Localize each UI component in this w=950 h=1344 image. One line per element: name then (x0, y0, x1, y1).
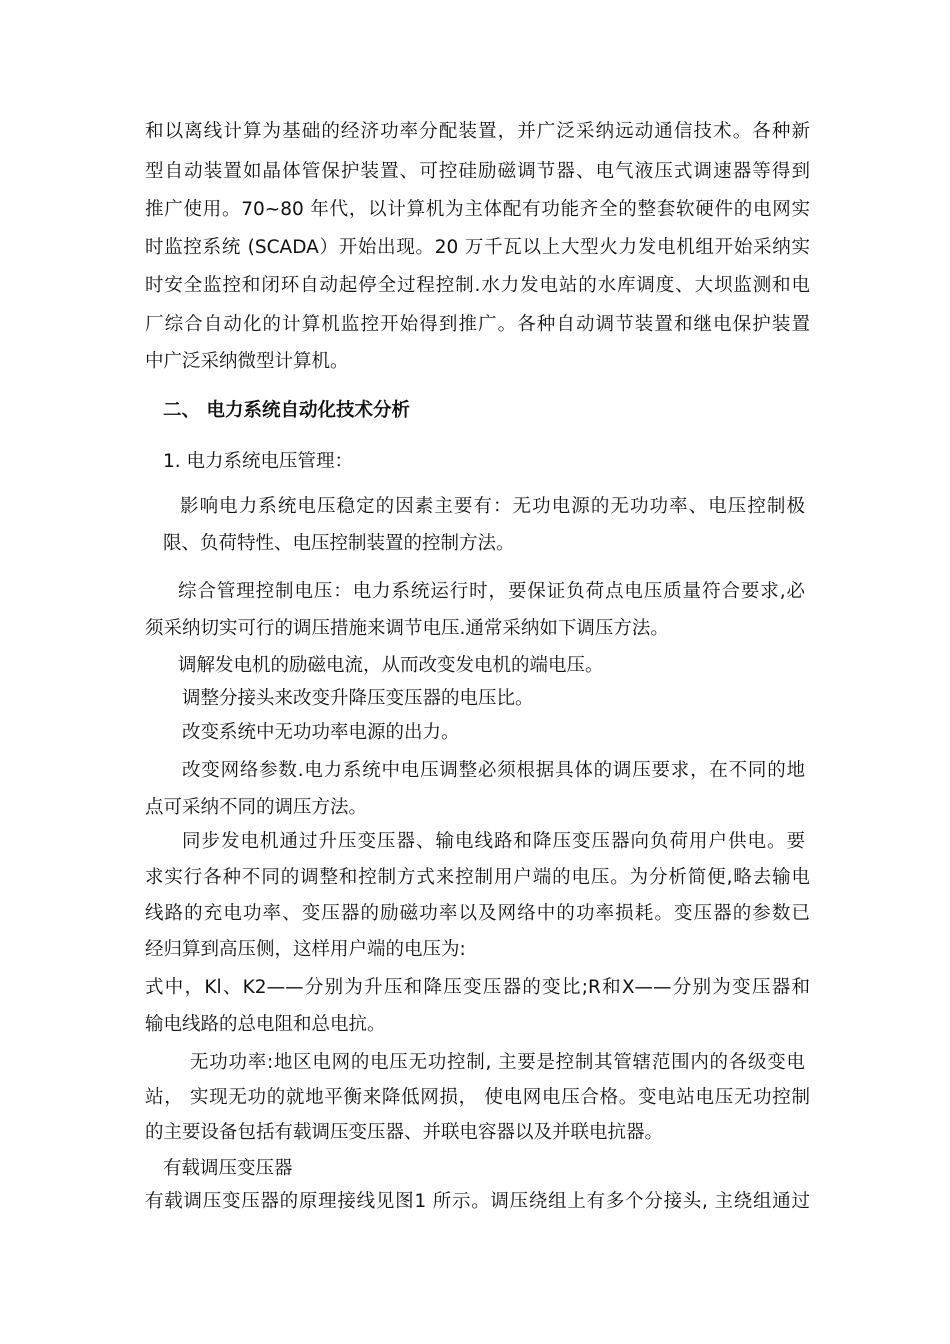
text-line: 调整分接头来改变升降压变压器的电压比。 (182, 688, 534, 709)
text-line: 点可采纳不同的调压方法。 (145, 797, 368, 818)
text-line: 时安全监控和闭环自动起停全过程控制.水力发电站的水库调度、大坝监测和电 (145, 275, 810, 296)
section-heading: 二、 电力系统自动化技术分析 (163, 400, 410, 421)
subsection-heading: 1. 电力系统电压管理： (163, 451, 354, 472)
text-line: 有载调压变压器 (163, 1158, 293, 1179)
text-line: 和以离线计算为基础的经济功率分配装置，并广泛采纳远动通信技术。各种新 (145, 121, 810, 142)
text-line: 有载调压变压器的原理接线见图1 所示。调压绕组上有多个分接头, 主绕组通过 (145, 1191, 810, 1212)
text-line: 限、负荷特性、电压控制装置的控制方法。 (163, 533, 515, 554)
text-line: 推广使用。70~80 年代，以计算机为主体配有功能齐全的整套软硬件的电网实 (145, 199, 810, 220)
text-line: 时监控系统 (SCADA）开始出现。20 万千瓦以上大型火力发电机组开始采纳实 (145, 237, 810, 258)
text-line: 影响电力系统电压稳定的因素主要有：无功电源的无功功率、电压控制极 (180, 496, 805, 517)
text-line: 改变网络参数.电力系统中电压调整必须根据具体的调压要求，在不同的地 (182, 760, 805, 781)
text-line: 无功功率:地区电网的电压无功控制, 主要是控制其管辖范围内的各级变电 (190, 1052, 805, 1073)
text-line: 的主要设备包括有载调压变压器、并联电容器以及并联电抗器。 (145, 1122, 664, 1143)
text-line: 须采纳切实可行的调压措施来调节电压.通常采纳如下调压方法。 (145, 618, 669, 639)
text-line: 中广泛采纳微型计算机。 (145, 351, 349, 372)
text-line: 线路的充电功率、变压器的励磁功率以及网络中的功率损耗。变压器的参数已 (145, 903, 810, 924)
text-line: 厂综合自动化的计算机监控开始得到推广。各种自动调节装置和继电保护装置 (145, 314, 810, 335)
text-line: 调解发电机的励磁电流，从而改变发电机的端电压。 (178, 655, 604, 676)
text-line: 求实行各种不同的调整和控制方式来控制用户端的电压。为分析简便,略去输电 (145, 867, 810, 888)
text-line: 改变系统中无功功率电源的出力。 (182, 722, 460, 743)
text-line: 型自动装置如晶体管保护装置、可控硅励磁调节器、电气液压式调速器等得到 (145, 161, 810, 182)
text-line: 式中，Kl、K2——分别为升压和降压变压器的变比;R和X——分别为变压器和 (145, 977, 810, 998)
text-line: 同步发电机通过升压变压器、输电线路和降压变压器向负荷用户供电。要 (182, 831, 805, 852)
text-line: 站， 实现无功的就地平衡来降低网损， 使电网电压合格。变电站电压无功控制 (145, 1087, 810, 1108)
text-line: 输电线路的总电阻和总电抗。 (145, 1014, 386, 1035)
text-line: 经归算到高压侧，这样用户端的电压为: (145, 939, 466, 960)
text-line: 综合管理控制电压：电力系统运行时，要保证负荷点电压质量符合要求,必 (178, 581, 805, 602)
